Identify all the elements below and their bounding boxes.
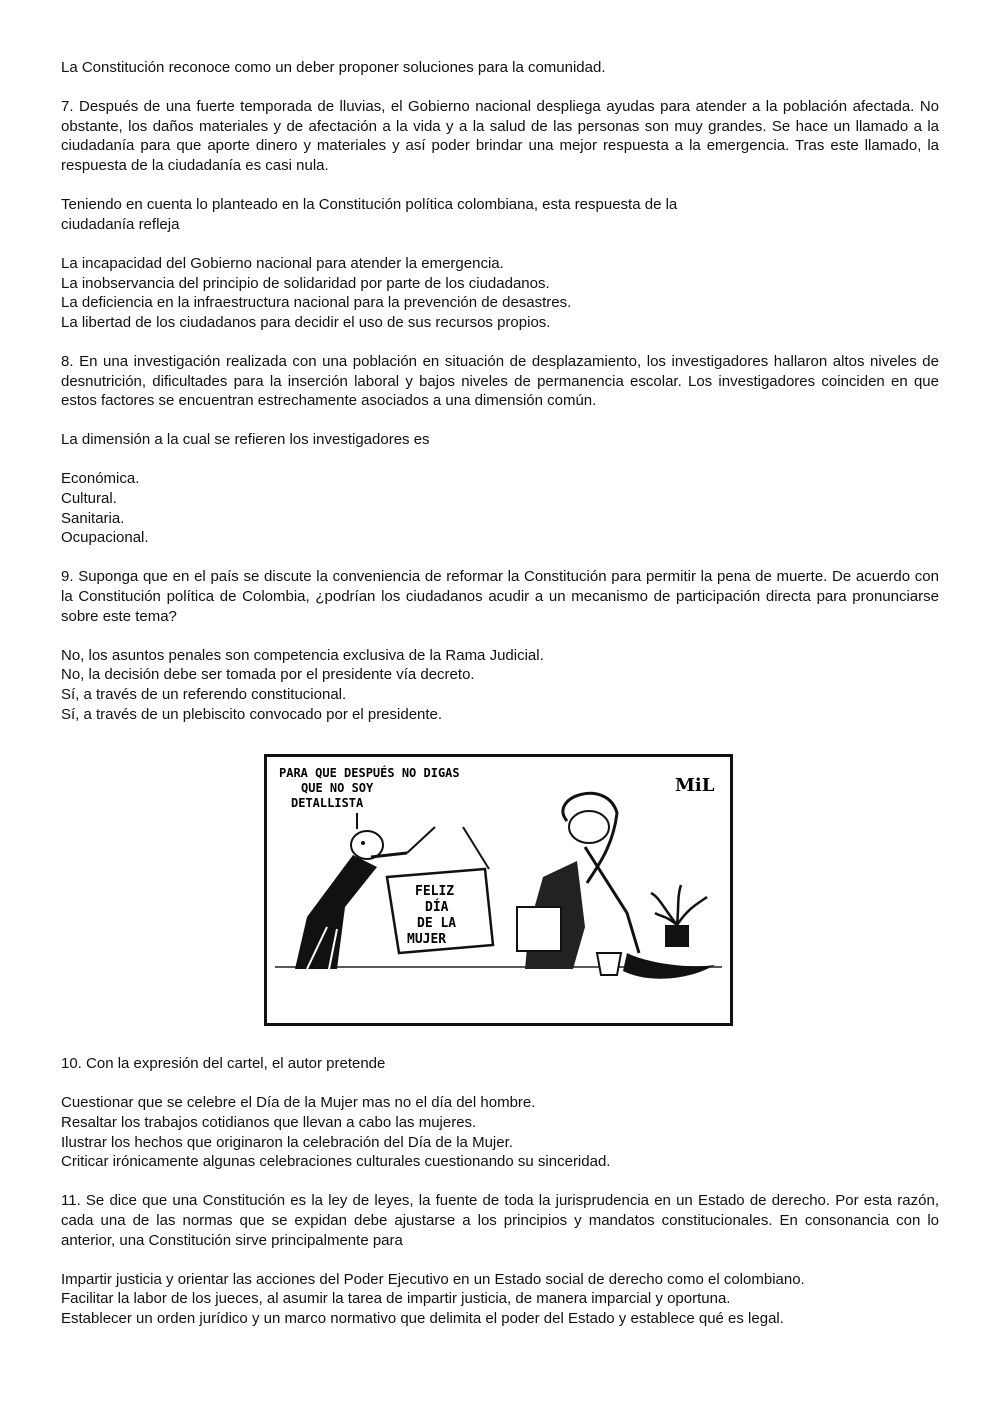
question-9-stem: 9. Suponga que en el país se discute la conveniencia de reformar la Constitución para permitir la pena de muerte. De acuerdo con la Constitución política de Colombia, ¿podrían los ciudadanos acudir a un mecanismo de participación directa para pronunciarse sobre este tema? (61, 568, 939, 625)
intro-text: La Constitución reconoce como un deber proponer soluciones para la comunidad. (61, 59, 606, 76)
question-7-stem: 7. Después de una fuerte temporada de lluvias, el Gobierno nacional despliega ayudas para atender a la población afectada. No obstante, los daños materiales y de afectación a la vida y a la salud de las personas son muy grandes. Se hace un llamado a la ciudadanía para que aporte dinero y materiales y así poder brindar una mejor respuesta a la emergencia. Tras este llamado, la respuesta de la ciudadanía es casi nula. (61, 98, 939, 174)
question-8-option-c: Sanitaria. (61, 509, 125, 527)
question-8-prompt: La dimensión a la cual se refieren los investigadores es (61, 431, 430, 449)
question-7-prompt-line1: Teniendo en cuenta lo planteado en la Constitución política colombiana, esta respuesta de la (61, 196, 678, 214)
question-10-option-a: Cuestionar que se celebre el Día de la Mujer mas no el día del hombre. (61, 1094, 536, 1112)
question-11-option-b: Facilitar la labor de los jueces, al asumir la tarea de impartir justicia, de manera imparcial y oportuna. (61, 1290, 731, 1308)
cartoon-image (264, 754, 733, 1026)
question-10-option-c: Ilustrar los hechos que originaron la celebración del Día de la Mujer. (61, 1133, 513, 1151)
question-8-option-b: Cultural. (61, 490, 117, 508)
question-9-option-b: No, la decisión debe ser tomada por el presidente vía decreto. (61, 666, 475, 684)
document-page (61, 58, 939, 1329)
cartoon-caption-line3: DETALLISTA (291, 796, 364, 810)
cartoon-drawing (267, 757, 730, 1023)
woman-figure (517, 793, 715, 978)
question-7-option-a: La incapacidad del Gobierno nacional para atender la emergencia. (61, 254, 504, 272)
bucket (597, 953, 621, 975)
question-8-stem: 8. En una investigación realizada con una población en situación de desplazamiento, los investigadores hallaron altos niveles de desnutrición, dificultades para la inserción laboral y bajos niveles de permanencia escolar. Los investigadores coinciden en que estos factores se encuentran estrechamente asociados a una dimensión común. (61, 352, 939, 410)
mop-handle (585, 847, 639, 953)
question-11-stem: 11. Se dice que una Constitución es la ley de leyes, la fuente de toda la jurisprudencia en un Estado de derecho. Por esta razón, cada una de las normas que se expidan debe ajustarse a los principios y mandatos constitucionales. En consonancia con lo anterior, una Constitución sirve principalmente para (61, 1192, 939, 1249)
question-9-option-c: Sí, a través de un referendo constitucional. (61, 686, 347, 703)
question-7-option-c: La deficiencia en la infraestructura nacional para la prevención de desastres. (61, 294, 572, 312)
question-8-option-a: Económica. (61, 470, 140, 488)
sign-board (387, 827, 493, 953)
question-11-option-c: Establecer un orden jurídico y un marco normativo que delimita el poder del Estado y establece qué es legal. (61, 1309, 784, 1327)
sign-line4: MUJER (407, 932, 447, 947)
question-8-option-d: Ocupacional. (61, 529, 149, 547)
sign-line3: DE LA (417, 916, 457, 931)
question-10-option-b: Resaltar los trabajos cotidianos que llevan a cabo las mujeres. (61, 1113, 477, 1131)
question-7-option-d: La libertad de los ciudadanos para decidir el uso de sus recursos propios. (61, 313, 551, 331)
mop-head (623, 953, 715, 979)
question-9-option-d: Sí, a través de un plebiscito convocado por el presidente. (61, 705, 443, 723)
sign-line1: FELIZ (415, 884, 455, 899)
plant-pot (651, 885, 707, 947)
cartoon-signature: MiL (675, 775, 715, 796)
question-10-stem: 10. Con la expresión del cartel, el autor pretende (61, 1055, 386, 1073)
question-7-prompt-line2: ciudadanía refleja (61, 215, 180, 233)
question-10-option-d: Criticar irónicamente algunas celebraciones culturales cuestionando su sinceridad. (61, 1153, 611, 1171)
cartoon-caption-line1: PARA QUE DESPUÉS NO DIGAS (279, 766, 460, 780)
question-9-option-a: No, los asuntos penales son competencia exclusiva de la Rama Judicial. (61, 646, 544, 664)
sign-line2: DÍA (425, 900, 449, 915)
question-11-option-a: Impartir justicia y orientar las acciones del Poder Ejecutivo en un Estado social de derecho como el colombiano. (61, 1270, 805, 1288)
cartoon-caption-line2: QUE NO SOY (301, 781, 374, 795)
question-7-option-b: La inobservancia del principio de solidaridad por parte de los ciudadanos. (61, 274, 550, 292)
